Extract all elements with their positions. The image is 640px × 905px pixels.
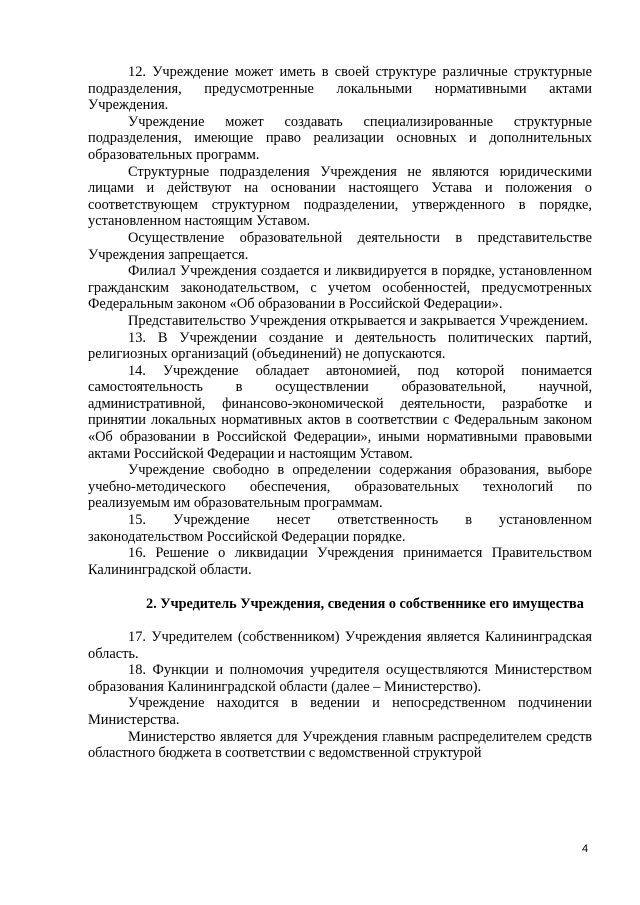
paragraph-18-subordination: Учреждение находится в ведении и непосредственном подчинении Министерства. bbox=[88, 695, 592, 728]
paragraph-13: 13. В Учреждении создание и деятельность политических партий, религиозных организаций (объединений) не допускаются. bbox=[88, 329, 592, 363]
section-heading: 2. Учредитель Учреждения, сведения о собственнике его имущества bbox=[146, 596, 584, 613]
document-body bbox=[88, 64, 592, 762]
paragraph-17: 17. Учредителем (собственником) Учреждения является Калининградская область. bbox=[88, 629, 592, 662]
paragraph-18: 18. Функции и полномочия учредителя осуществляются Министерством образования Калининградской области (далее – Министерство). bbox=[88, 662, 592, 695]
paragraph-12-representation: Осуществление образовательной деятельности в представительстве Учреждения запрещается. bbox=[88, 229, 592, 263]
page-number: 4 bbox=[582, 843, 589, 855]
paragraph-14-content: Учреждение свободно в определении содержания образования, выборе учебно-методического обеспечения, образовательных технологий по реализуемым им образовательным программам. bbox=[88, 462, 592, 512]
paragraph-15: 15. Учреждение несет ответственность в установленном законодательством Российской Федерации порядке. bbox=[88, 512, 592, 545]
paragraph-12-representation-opening: Представительство Учреждения открывается и закрывается Учреждением. bbox=[128, 312, 589, 329]
paragraph-16: 16. Решение о ликвидации Учреждения принимается Правительством Калининградской области. bbox=[88, 545, 592, 578]
paragraph-12-legal-status: Структурные подразделения Учреждения не являются юридическими лицами и действуют на основании настоящего Устава и положения о соответствующем структурном подразделении, утвержденного в порядке, установленном настоящим Уставом. bbox=[88, 163, 592, 230]
paragraph-12-subdivisions: Учреждение может создавать специализированные структурные подразделения, имеющие право реализации основных и дополнительных образовательных программ. bbox=[88, 113, 592, 163]
paragraph-14: 14. Учреждение обладает автономией, под которой понимается самостоятельность в осуществлении образовательной, научной, административной, финансово-экономической деятельности, разработке и принятии локальных нормативных актов в соответствии с Федеральным законом «Об образовании в Российской Федерации», иными нормативными правовыми актами Российской Федерации и настоящим Уставом. bbox=[88, 362, 592, 462]
paragraph-12-branch: Филиал Учреждения создается и ликвидируется в порядке, установленном гражданским законодательством, с учетом особенностей, предусмотренных Федеральным законом «Об образовании в Российской Федерации». bbox=[88, 263, 592, 313]
paragraph-12: 12. Учреждение может иметь в своей структуре различные структурные подразделения, предусмотренные локальными нормативными актами Учреждения. bbox=[88, 64, 592, 114]
paragraph-18-budget: Министерство является для Учреждения главным распределителем средств областного бюджета в соответствии с ведомственной структурой bbox=[88, 728, 592, 762]
